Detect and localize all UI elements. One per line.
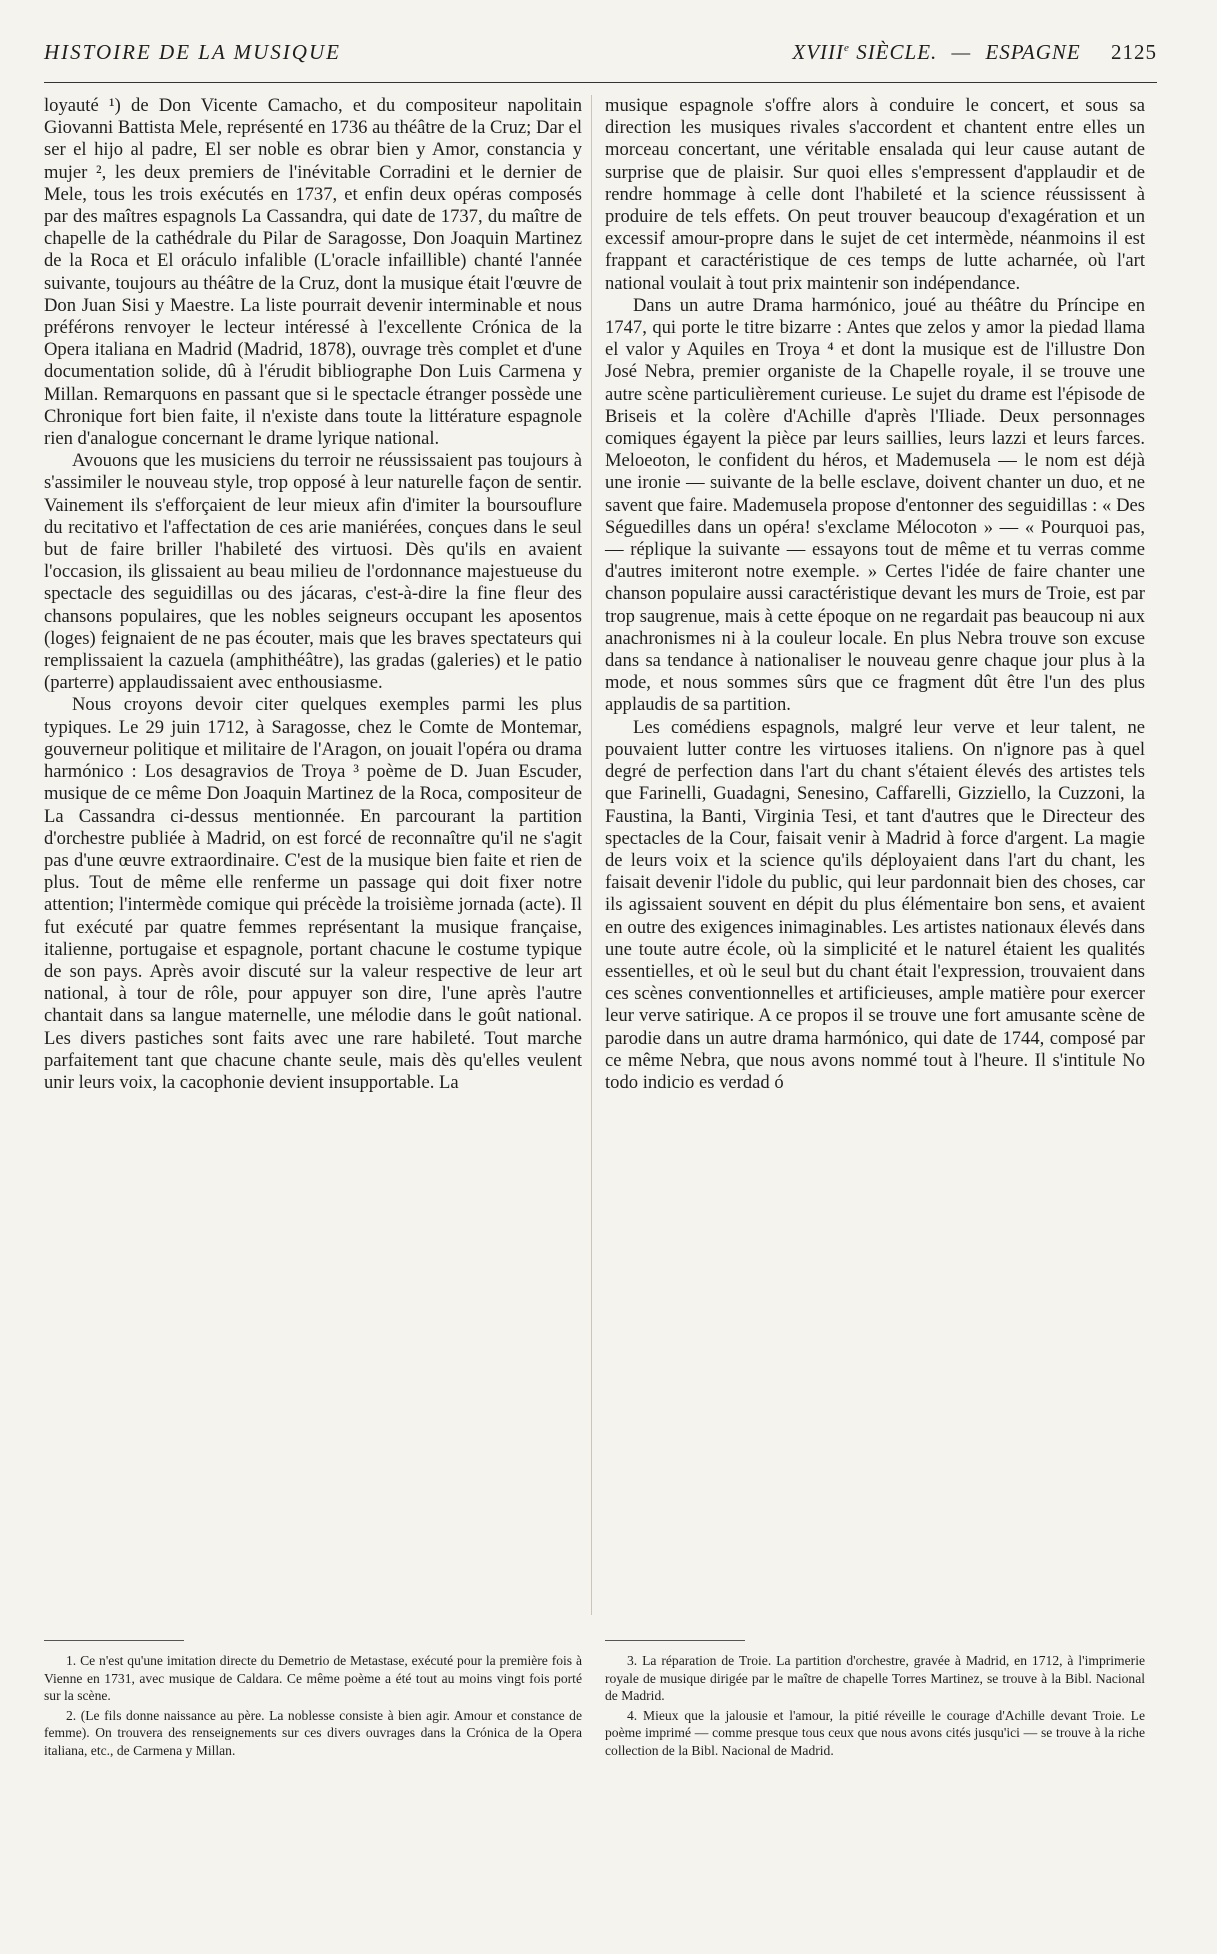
left-paragraph-2: Avouons que les musiciens du terroir ne réussissaient pas toujours à s'assimiler le nouveau style, trop opposé à leur naturelle façon de sentir. Vainement ils s'efforçaient de leur mieux afin d'imiter la boursouflure du recitativo et l'affectation de ces arie maniérées, conçues dans le seul but de faire briller l'habileté des virtuosi. Dès qu'ils en avaient l'occasion, ils glissaient au beau milieu de l'ordonnance majestueuse du spectacle des seguidillas ou des jácaras, c'est-à-dire la fine fleur des chansons populaires, que les nobles seigneurs occupant les aposentos (loges) feignaient de ne pas écouter, mais que les braves spectateurs qui remplissaient la cazuela (amphithéâtre), las gradas (galeries) et le patio (parterre) applaudissaient avec enthousiasme.: [44, 450, 582, 694]
footnote-1: 1. Ce n'est qu'une imitation directe du Demetrio de Metastase, exécuté pour la première fois à Vienne en 1731, avec musique de Caldara. Ce même poème a été tout au moins vingt fois porté sur la scène.: [44, 1653, 582, 1704]
footnote-4: 4. Mieux que la jalousie et l'amour, la pitié réveille le courage d'Achille devant Troie. Le poème imprimé — comme presque tous ceux que nous avons cités jusqu'ici — se trouve à la riche collection de la Bibl. Nacional de Madrid.: [605, 1707, 1145, 1758]
century-superscript: e: [844, 42, 850, 54]
left-paragraph-3: Nous croyons devoir citer quelques exemples parmi les plus typiques. Le 29 juin 1712, à Saragosse, chez le Comte de Montemar, gouverneur politique et militaire de l'Aragon, on jouait l'opéra ou drama harmónico : Los desagravios de Troya ³ poème de D. Juan Escuder, musique de ce même Don Joaquin Martinez de la Roca, compositeur de La Cassandra ci-dessus mentionnée. En parcourant la partition d'orchestre publiée à Madrid, on est forcé de reconnaître qu'il ne s'agit pas d'une œuvre extraordinaire. C'est de la musique bien faite et rien de plus. Tout de même elle renferme un passage qui doit fixer notre attention; l'intermède comique qui précède la troisième jornada (acte). Il fut exécuté par quatre femmes représentant la musique française, italienne, portugaise et espagnole, portant chacune le costume typique de son pays. Après avoir discuté sur la valeur respective de leur art national, à tour de rôle, pour appuyer son dire, l'une après l'autre chantait dans sa langue maternelle, une mélodie dans le goût national. Les divers pastiches sont faits avec une rare habileté. Tout marche parfaitement tant que chacune chante seule, mais dès qu'elles veulent unir leurs voix, la cacophonie devient insupportable. La: [44, 694, 582, 1093]
right-paragraph-3: Les comédiens espagnols, malgré leur verve et leur talent, ne pouvaient lutter contre les virtuoses italiens. On n'ignore pas à quel degré de perfection dans l'art du chant s'étaient élevés des artistes tels que Farinelli, Guadagni, Senesino, Caffarelli, Gizziello, la Cuzzoni, la Faustina, la Banti, Virginia Tesi, et tant d'autres que le Directeur des spectacles de la Cour, faisait venir à Madrid à force d'argent. La magie de leurs voix et la science qu'ils déployaient dans l'art du chant, les faisait devenir l'idole du public, qui leur pardonnait bien des choses, car ils agissaient souvent en dépit du plus élémentaire bon sens, et avaient en outre des exigences inimaginables. Les artistes nationaux élevés dans une toute autre école, où la simplicité et le naturel étaient les qualités essentielles, et où le seul but du chant était l'expression, trouvaient dans ces scènes conventionnelles et artificieuses, ample matière pour exercer leur verve satirique. A ce propos il se trouve une fort amusante scène de parodie dans un autre drama harmónico, qui date de 1744, composé par ce même Nebra, que nous avons nommé tout à l'heure. Il s'intitule No todo indicio es verdad ó: [605, 716, 1145, 1093]
footnote-rule-right: [605, 1640, 745, 1641]
footnote-rule-left: [44, 1640, 184, 1641]
header-rule: [44, 82, 1157, 83]
right-paragraph-1: musique espagnole s'offre alors à conduire le concert, et sous sa direction les musiques rivales s'accordent et chantent entre elles un morceau concertant, une véritable ensalada qui leur cause autant de surprise que de plaisir. Sur quoi elles s'empressent d'applaudir et de rendre hommage à celle dont l'habileté et la science réussissent à produire de tels effets. On peut trouver beaucoup d'exagération et un excessif amour-propre dans le sujet de cet intermède, néanmoins il est frappant et caractéristique de ces temps de lutte acharnée, où l'art national voulait à tout prix maintenir son indépendance.: [605, 95, 1145, 294]
region-name: ESPAGNE: [985, 40, 1081, 64]
right-paragraph-2: Dans un autre Drama harmónico, joué au théâtre du Príncipe en 1747, qui porte le titre bizarre : Antes que zelos y amor la piedad llama el valor y Aquiles en Troya ⁴ et dont la musique est de l'illustre Don José Nebra, premier organiste de la Chapelle royale, il se trouve une autre scène particulièrement curieuse. Le sujet du drame est l'épisode de Briseis et la colère d'Achille d'après l'Iliade. Deux personnages comiques égayent la pièce par leurs saillies, leurs lazzi et leurs farces. Meloeoton, le confident du héros, et Mademusela — le nom est déjà une ironie — suivante de la belle esclave, doivent chanter un duo, et ne savent que faire. Mademusela propose d'entonner des seguidillas : « Des Séguedilles dans un opéra! s'exclame Mélocoton » — « Pourquoi pas, — réplique la suivante — essayons tout de même et tu verras comme d'autres imiteront notre exemple. » Certes l'idée de faire chanter une chanson populaire aussi caractéristique devant les murs de Troie, est par trop saugrenue, mais à cette époque on ne regardait pas beaucoup ni aux anachronismes ni à la couleur locale. En plus Nebra trouve son excuse dans sa tendance à nationaliser le nouveau genre chaque jour plus à la mode, et nous sommes sûrs que ce fragment dût être l'un des plus applaudis de sa partition.: [605, 294, 1145, 716]
left-column: [44, 95, 582, 1094]
footnote-3: 3. La réparation de Troie. La partition d'orchestre, gravée à Madrid, en 1712, à l'imprimerie royale de musique dirigée par le maître de chapelle Torres Martinez, se trouve à la Bibl. Nacional de Madrid.: [605, 1653, 1145, 1704]
running-head-left-title: HISTOIRE DE LA MUSIQUE: [44, 40, 341, 64]
footnotes-left: [44, 1652, 582, 1762]
header-dash: —: [951, 40, 972, 64]
century-numeral: XVIII: [792, 40, 845, 64]
left-paragraph-1: loyauté ¹) de Don Vicente Camacho, et du compositeur napolitain Giovanni Battista Mele, représenté en 1736 au théâtre de la Cruz; Dar el ser el hijo al padre, El ser noble es obrar bien y Amor, constancia y mujer ², les deux premiers de l'inévitable Corradini et le dernier de Mele, tous les trois exécutés en 1737, et enfin deux opéras composés par des maîtres espagnols La Cassandra, qui date de 1737, du maître de chapelle de la cathédrale du Pilar de Saragosse, Don Joaquin Martinez de la Roca et El oráculo infalible (L'oracle infaillible) chanté l'année suivante, toujours au théâtre de la Cruz, dont la musique était l'œuvre de Don Juan Sisi y Maestre. La liste pourrait devenir interminable et nous préférons renvoyer le lecteur intéressé à l'excellente Crónica de la Opera italiana en Madrid (Madrid, 1878), ouvrage très complet et d'une documentation solide, dû à l'érudit bibliographe Don Luis Carmena y Millan. Remarquons en passant que si le spectacle étranger possède une Chronique fort bien faite, il n'existe dans toute la littérature espagnole rien d'analogue concernant le drame lyrique national.: [44, 95, 582, 450]
page-number: 2125: [1111, 40, 1157, 64]
footnotes-right: [605, 1652, 1145, 1762]
right-column: [605, 95, 1145, 1094]
century-word: SIÈCLE.: [856, 40, 938, 64]
running-head: [44, 40, 1157, 65]
footnote-2: 2. (Le fils donne naissance au père. La noblesse consiste à bien agir. Amour et constance de femme). On trouvera des renseignements sur ces divers ouvrages dans la Crónica de la Opera italiana, etc., de Carmena y Millan.: [44, 1707, 582, 1758]
column-gutter: [591, 95, 592, 1615]
running-head-right-title: [792, 40, 1157, 65]
